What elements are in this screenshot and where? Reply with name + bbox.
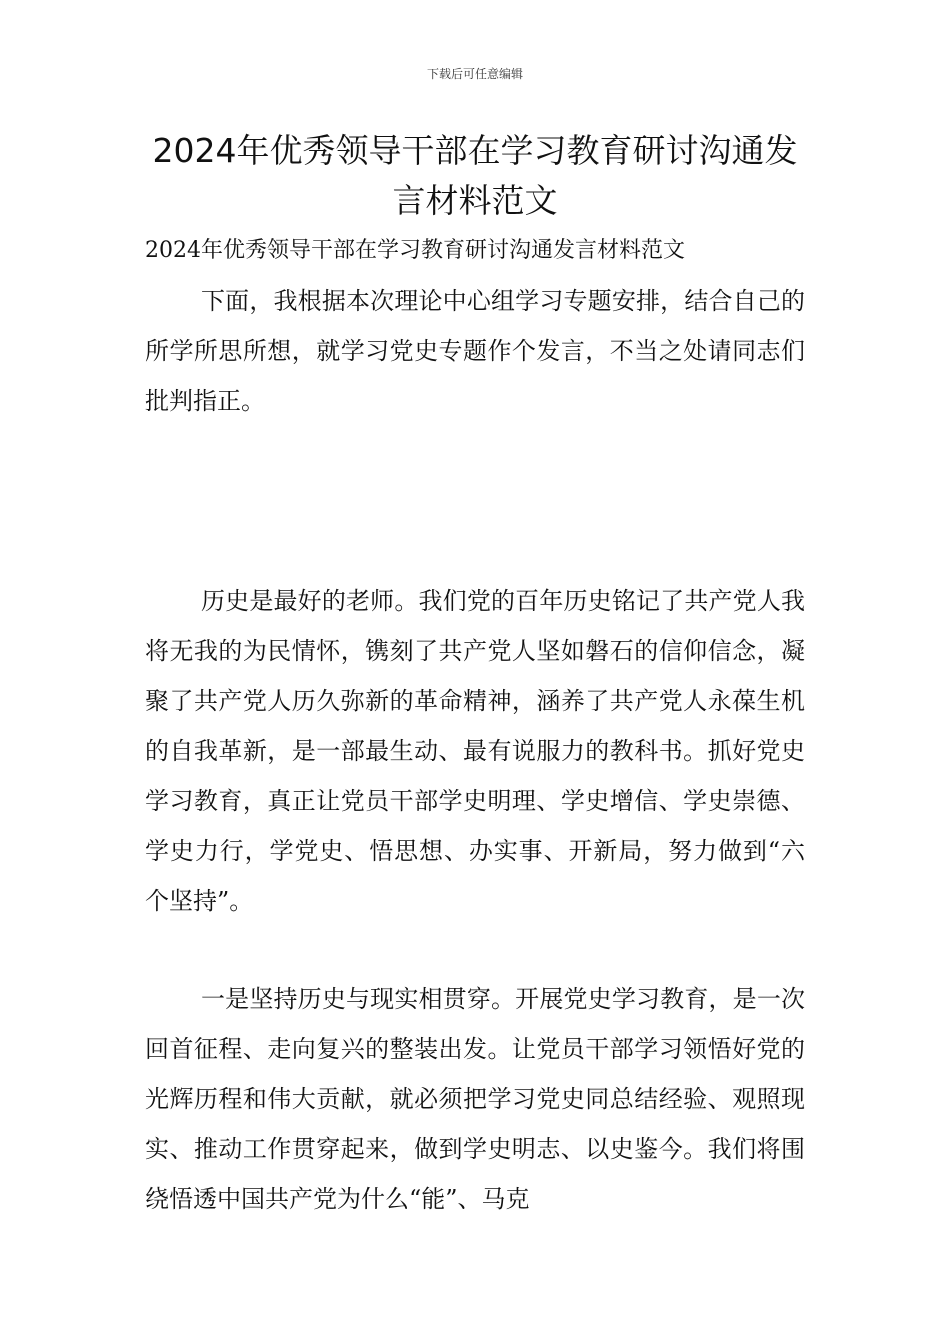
- paragraph-history: 历史是最好的老师。我们党的百年历史铭记了共产党人我将无我的为民情怀，镌刻了共产党人坚如磐石的信仰信念，凝聚了共产党人历久弥新的革命精神，涵养了共产党人永葆生机的自我革新，是一部最生动、最有说服力的教科书。抓好党史学习教育，真正让党员干部学史明理、学史增信、学史崇德、学史力行，学党史、悟思想、办实事、开新局，努力做到“六个坚持”。: [145, 587, 805, 915]
- document-title: 2024年优秀领导干部在学习教育研讨沟通发言材料范文: [152, 131, 798, 220]
- header-note: 下载后可任意编辑: [426, 67, 523, 81]
- document-subtitle: 2024年优秀领导干部在学习教育研讨沟通发言材料范文: [145, 238, 685, 263]
- paragraph-point-one: 一是坚持历史与现实相贯穿。开展党史学习教育，是一次回首征程、走向复兴的整装出发。让党员干部学习领悟好党的光辉历程和伟大贡献，就必须把学习党史同总结经验、观照现实、推动工作贯穿起来，做到学史明志、以史鉴今。我们将围绕悟透中国共产党为什么“能”、马克: [145, 985, 805, 1213]
- paragraph-intro: 下面，我根据本次理论中心组学习专题安排，结合自己的所学所思所想，就学习党史专题作个发言，不当之处请同志们批判指正。: [145, 287, 805, 415]
